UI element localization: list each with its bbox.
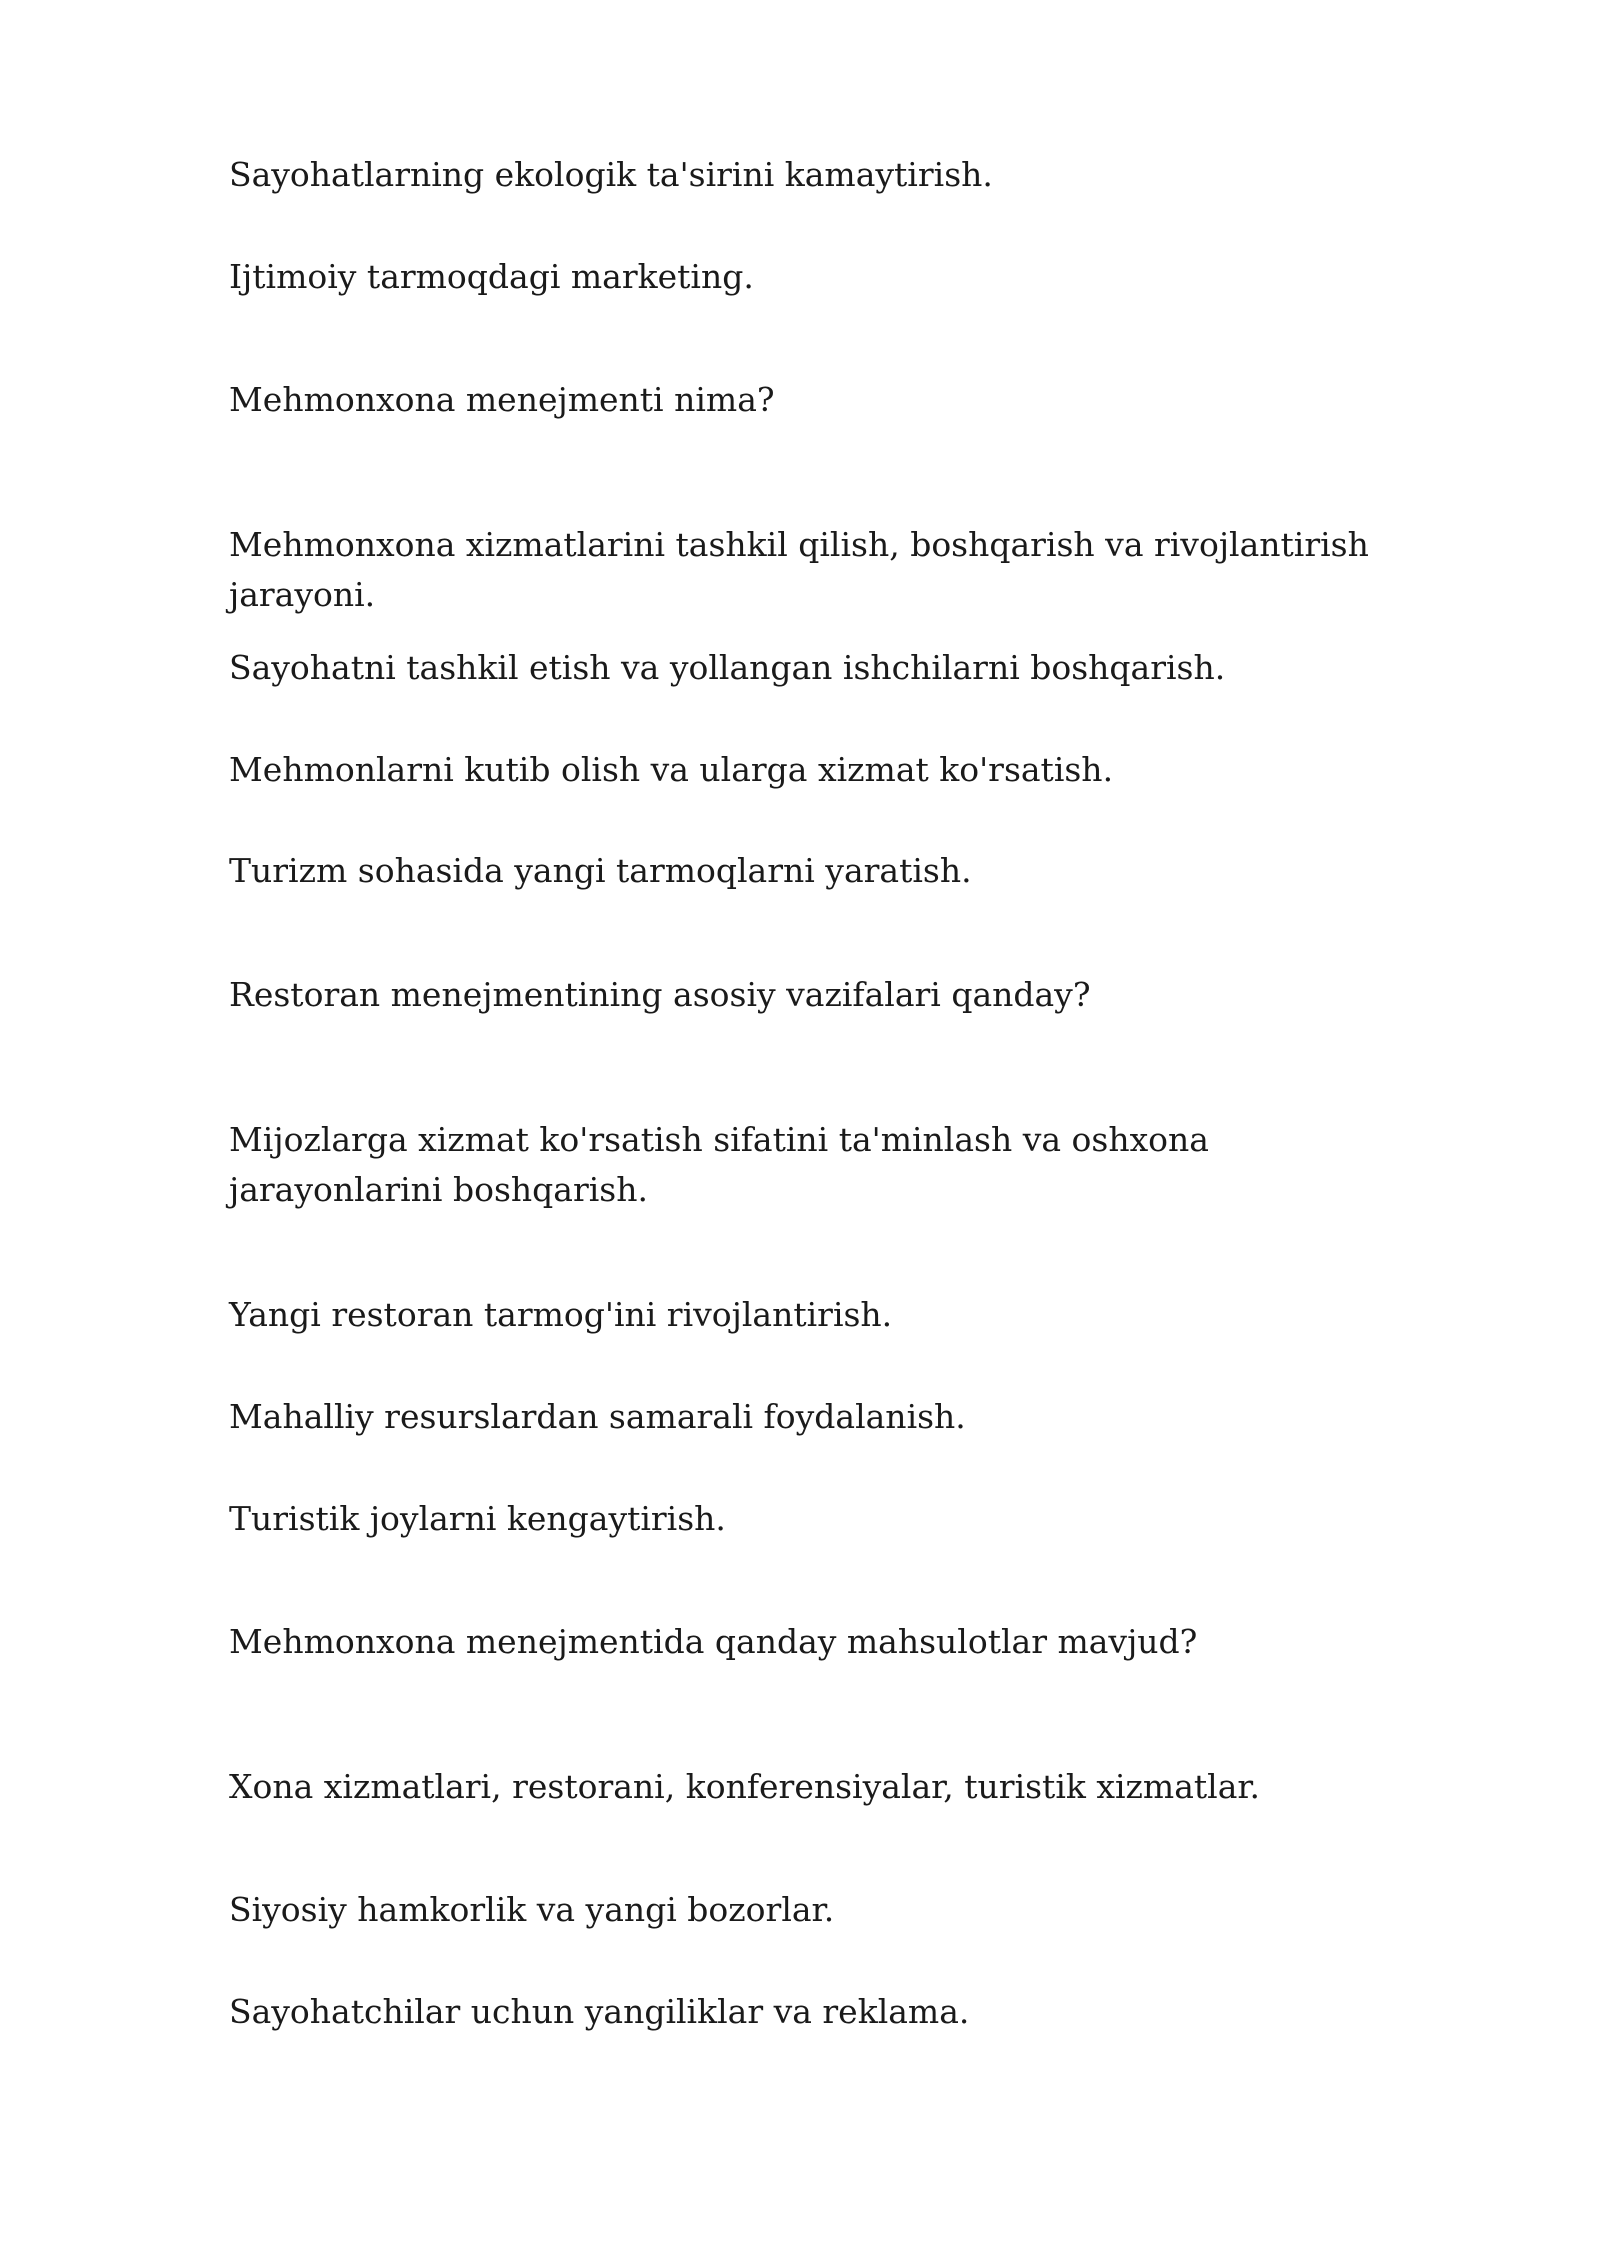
answer-option-text: Xona xizmatlari, restorani, konferensiyalar, turistik xizmatlar.	[229, 1767, 1261, 1806]
answer-option-text: Sayohatni tashkil etish va yollangan ishchilarni boshqarish.	[229, 648, 1226, 687]
answer-option-text: Mijozlarga xizmat ko'rsatish sifatini ta'minlash va oshxona jarayonlarini boshqarish.	[229, 1120, 1209, 1209]
question-text: Mehmonxona menejmentida qanday mahsulotlar mavjud?	[229, 1622, 1198, 1661]
question-text: Mehmonxona menejmenti nima?	[229, 380, 775, 419]
answer-option-text: Siyosiy hamkorlik va yangi bozorlar.	[229, 1890, 835, 1929]
answer-option-text: Ijtimoiy tarmoqdagi marketing.	[229, 257, 754, 296]
answer-option-text: Mehmonlarni kutib olish va ularga xizmat ko'rsatish.	[229, 750, 1114, 789]
answer-option-text: Turizm sohasida yangi tarmoqlarni yaratish.	[229, 851, 972, 890]
answer-option-text: Mehmonxona xizmatlarini tashkil qilish, boshqarish va rivojlantirish jarayoni.	[229, 525, 1369, 614]
answer-option-text: Sayohatchilar uchun yangiliklar va reklama.	[229, 1992, 970, 2031]
answer-option-text: Turistik joylarni kengaytirish.	[229, 1499, 726, 1538]
question-text: Restoran menejmentining asosiy vazifalari qanday?	[229, 975, 1091, 1014]
answer-option-text: Mahalliy resurslardan samarali foydalanish.	[229, 1397, 966, 1436]
answer-option-text: Yangi restoran tarmog'ini rivojlantirish.	[229, 1295, 893, 1334]
answer-option-text: Sayohatlarning ekologik ta'sirini kamaytirish.	[229, 155, 993, 194]
